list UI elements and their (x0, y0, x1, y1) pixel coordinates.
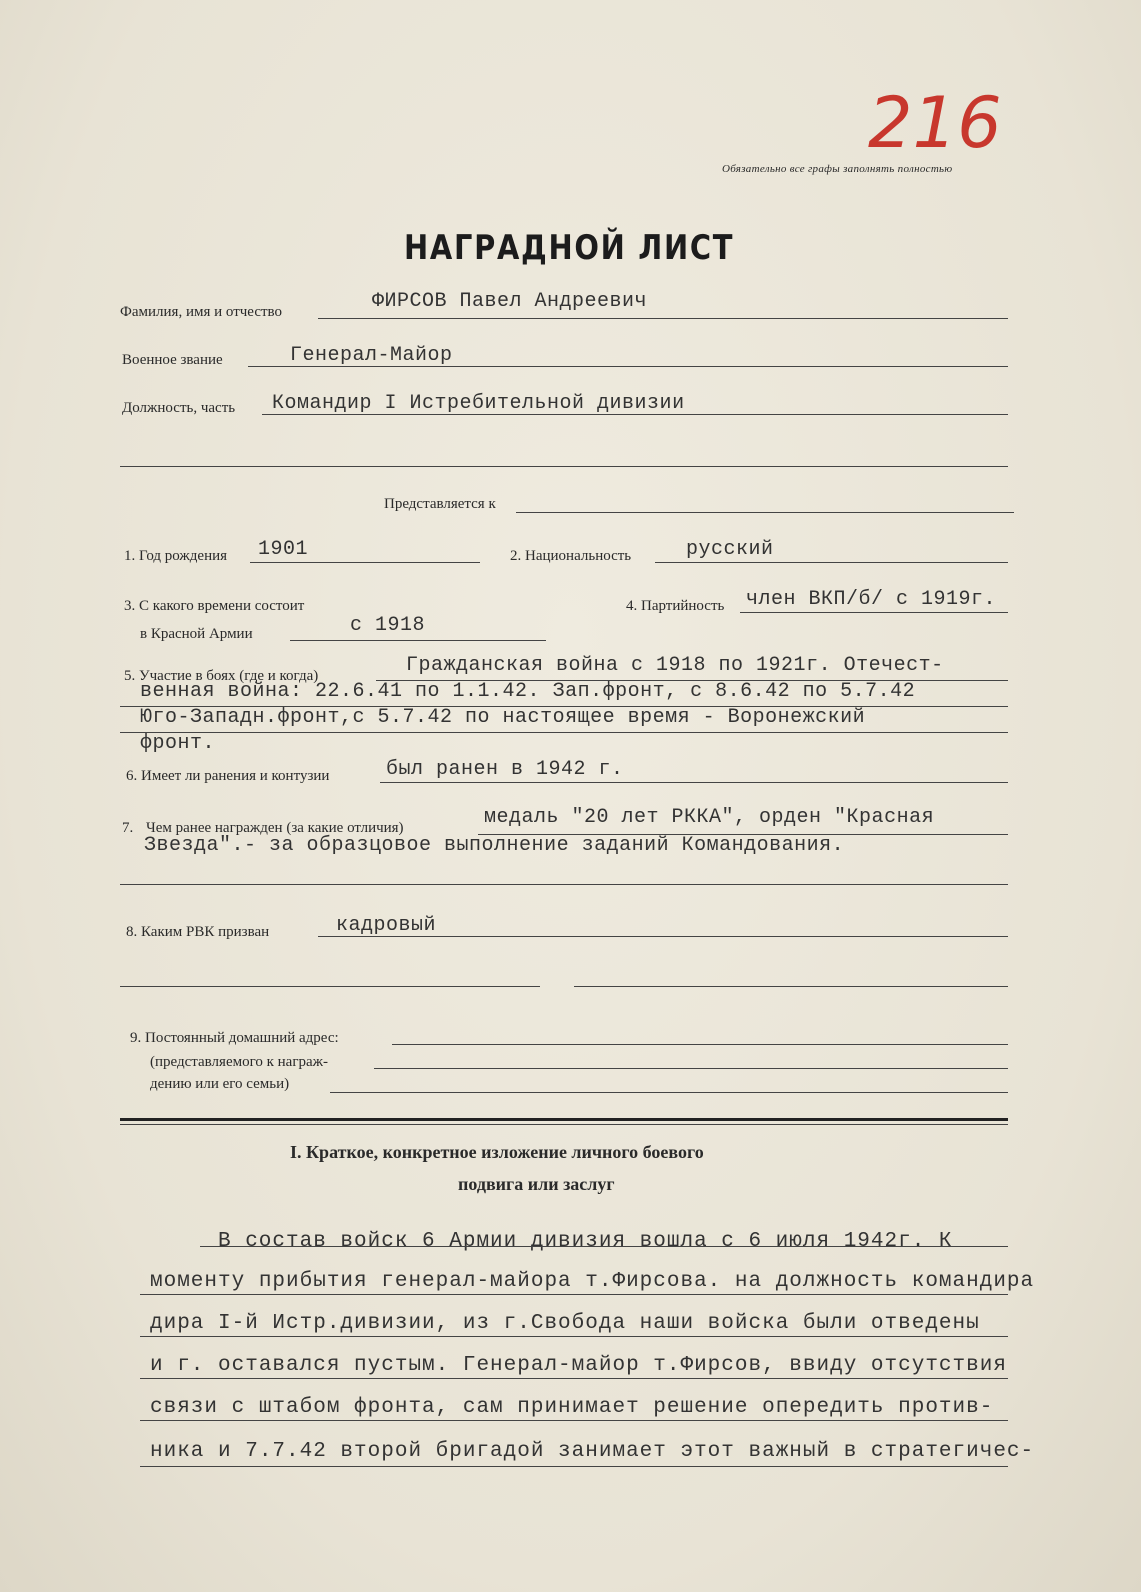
battles-line-1: Гражданская война с 1918 по 1921г. Отечест- (406, 654, 944, 677)
post-line (262, 414, 1008, 415)
separator-thin (120, 1124, 1008, 1125)
nation-value: русский (686, 538, 774, 561)
awards-rule-2 (120, 884, 1008, 885)
page-title: НАГРАДНОЙ ЛИСТ (404, 228, 735, 268)
story-line-5: связи с штабом фронта, сам принимает решение опередить против- (150, 1396, 994, 1419)
battles-line-2: венная война: 22.6.41 по 1.1.42. Зап.фронт, с 8.6.42 по 5.7.42 (140, 680, 916, 703)
story-rule-5 (140, 1420, 1008, 1421)
story-rule-2 (140, 1294, 1008, 1295)
story-line-2: моменту прибытия генерал-майора т.Фирсова. на должность командира (150, 1270, 1035, 1293)
post-value: Командир I Истребительной дивизии (272, 392, 685, 415)
birth-line (250, 562, 480, 563)
top-note: Обязательно все графы заполнять полностью (722, 163, 953, 175)
battles-line-rule-1 (376, 680, 1008, 681)
separator-thick (120, 1118, 1008, 1121)
rank-value: Генерал-Майор (290, 344, 453, 367)
address-label-3: дению или его семьи) (150, 1076, 290, 1092)
awards-line-2: Звезда".- за образцовое выполнение заданий Командования. (144, 834, 845, 857)
story-line-1: В состав войск 6 Армии дивизия вошла с 6 июля 1942г. К (218, 1230, 953, 1253)
address-label-2: (представляемого к награж- (150, 1054, 329, 1070)
address-line-3 (330, 1092, 1008, 1093)
party-line (740, 612, 1008, 613)
awards-rule-1 (478, 834, 1008, 835)
story-rule-1 (200, 1246, 1008, 1247)
battles-line-rule-3 (120, 732, 1008, 733)
battles-label: 5. Участие в боях (где и когда) (124, 668, 319, 684)
fio-value: ФИРСОВ Павел Андреевич (372, 290, 648, 313)
army-label-2: в Красной Армии (140, 626, 253, 642)
army-line (290, 640, 546, 641)
army-label-1: 3. С какого времени состоит (124, 598, 305, 614)
story-line-3: дира I-й Истр.дивизии, из г.Свобода наши войска были отведены (150, 1312, 980, 1335)
army-value: с 1918 (350, 614, 426, 637)
address-line-1 (392, 1044, 1008, 1045)
wounds-line (380, 782, 1008, 783)
address-label-1: 9. Постоянный домашний адрес: (130, 1030, 339, 1046)
presented-label: Представляется к (384, 496, 496, 512)
fio-label: Фамилия, имя и отчество (120, 304, 283, 320)
post-label: Должность, часть (122, 400, 236, 416)
wounds-value: был ранен в 1942 г. (386, 758, 624, 781)
story-line-4: и г. оставался пустым. Генерал-майор т.Фирсов, ввиду отсутствия (150, 1354, 1007, 1377)
battles-line-4: фронт. (140, 732, 216, 755)
story-rule-6 (140, 1466, 1008, 1467)
section-heading-1: I. Краткое, конкретное изложение личного боевого (290, 1142, 704, 1162)
story-rule-4 (140, 1378, 1008, 1379)
party-value: член ВКП/б/ с 1919г. (746, 588, 997, 611)
birth-label: 1. Год рождения (124, 548, 228, 564)
rvk-line (318, 936, 1008, 937)
awards-label: Чем ранее награжден (за какие отличия) (146, 820, 404, 836)
nation-label: 2. Национальность (510, 548, 632, 564)
story-line-6: ника и 7.7.42 второй бригадой занимает этот важный в стратегичес- (150, 1440, 1035, 1463)
party-label: 4. Партийность (626, 598, 725, 614)
battles-line-rule-2 (120, 706, 1008, 707)
awards-line-1: медаль "20 лет РККА", орден "Красная (484, 806, 935, 829)
section-heading-2: подвига или заслуг (458, 1174, 615, 1194)
address-line-2 (374, 1068, 1008, 1069)
page-number: 216 (868, 82, 1002, 164)
post-line-2 (120, 466, 1008, 467)
rank-label: Военное звание (122, 352, 223, 368)
rvk-value: кадровый (336, 914, 437, 937)
rvk-line-2a (120, 986, 540, 987)
presented-line (516, 512, 1014, 513)
wounds-label: 6. Имеет ли ранения и контузии (126, 768, 330, 784)
awards-num: 7. (122, 820, 134, 836)
fio-line (318, 318, 1008, 319)
story-rule-3 (140, 1336, 1008, 1337)
birth-value: 1901 (258, 538, 309, 561)
nation-line (655, 562, 1008, 563)
rvk-line-2b (574, 986, 1008, 987)
rvk-label: 8. Каким РВК призван (126, 924, 270, 940)
battles-line-3: Юго-Западн.фронт,с 5.7.42 по настоящее время - Воронежский (140, 706, 866, 729)
rank-line (248, 366, 1008, 367)
